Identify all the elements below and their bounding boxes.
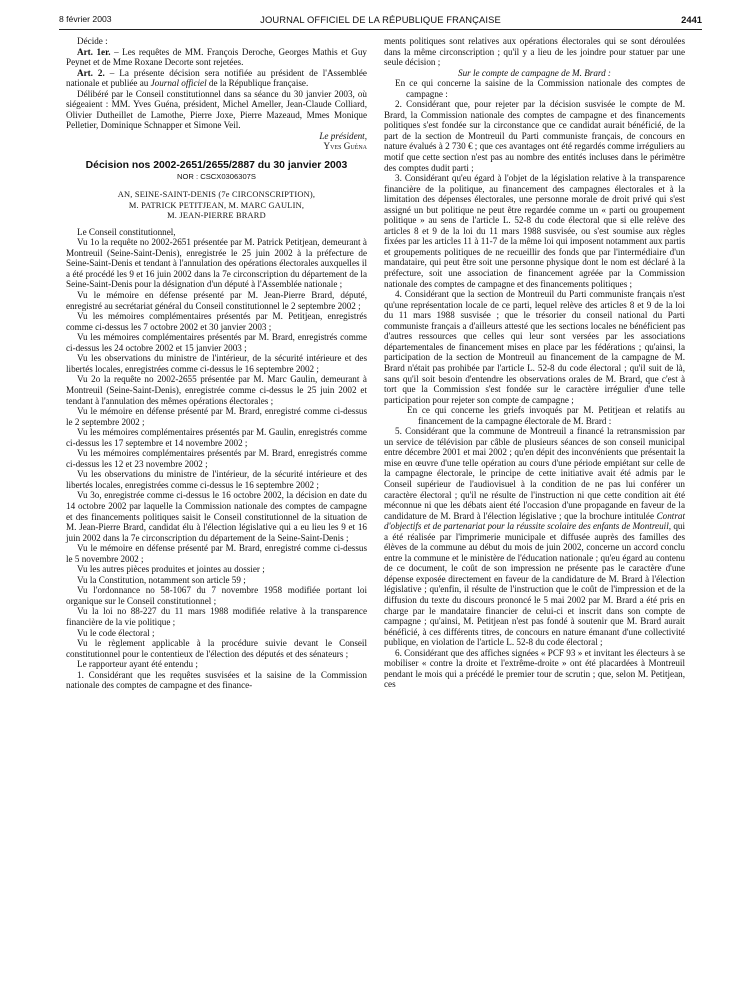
article-1-text: – Les requêtes de MM. François Deroche, Georges Mathis et Guy Peynet et de Mme Roxane Decorte sont rejetées. (66, 46, 367, 68)
paragraph: Vu les mémoires complémentaires présentés par M. Brard, enregistrés comme ci-dessus les 12 et 23 novembre 2002 ; (66, 448, 367, 469)
paragraph: Vu le code électoral ; (77, 627, 155, 638)
nor-reference: NOR : CSCX0306307S (177, 171, 256, 181)
paragraph: Vu 3o, enregistrée comme ci-dessus le 16 octobre 2002, la décision en date du 14 octobre 2002 par laquelle la Commission nationale des comptes de campagne et des financements politiques saisit le Conseil constitutionnel de la situation de M. Jean-Pierre Brard, candidat élu à l'élection législative qui a eu lieu les 9 et 16 juin 2002 dans la 7e circonscription du département de la Seine-Saint-Denis ; (66, 490, 367, 543)
paragraph: Vu le mémoire en défense présenté par M. Jean-Pierre Brard, député, enregistré au secrétariat général du Conseil constitutionnel le 2 septembre 2002 ; (66, 290, 367, 311)
paragraph-2: 2. Considérant que, pour rejeter par la décision susvisée le compte de M. Brard, la Commission nationale des comptes de campagne et des financements politiques s'est fondée sur la circonstance que ce candidat aurait bénéficié, de la part de la section de Montreuil du Parti communiste français, de concours en nature évalués à 2 730 € ; que ces avantages ont été regardés comme irréguliers au motif que cette section n'est pas au nombre des entités incluses dans le périmètre des comptes dudit parti ; (384, 99, 685, 173)
paragraph: Vu les mémoires complémentaires présentés par M. Brard, enregistrés comme ci-dessus les 24 octobre 2002 et 15 janvier 2003 ; (66, 332, 367, 353)
paragraph: Vu le mémoire en défense présenté par M. Brard, enregistré comme ci-dessus le 5 novembre 2002 ; (66, 543, 367, 564)
paragraph-5-part-b: , qui a été réalisée par l'imprimerie municipale et diffusée auprès des familles des élèves de la commune au début du mois de juin 2002, concerne un accord conclu entre la commune et le ministère de l'éducation nationale ; qu'eu égard au contenu de ce document, le coût de son impression ne présente pas le caractère d'une dépense exposée directement en faveur de la candidature de M. Brard à l'élection législative ; qu'enfin, il résulte de l'instruction que le coût de l'impression et de la diffusion du texte du discours prononcé le 5 mai 2002 par M. Brard a été pris en charge par le mandataire financier de celui-ci et inscrit dans son compte de campagne ; qu'ainsi, M. Petitjean n'est pas fondé à soutenir que M. Brard aurait bénéficié, à ces différents titres, de concours en nature émanant d'une collectivité publique, en violation de l'article L. 52-8 du code électoral ; (384, 521, 685, 648)
paragraph: Vu les mémoires complémentaires présentés par M. Petitjean, enregistrés comme ci-dessus les 7 octobre 2002 et 30 janvier 2003 ; (66, 311, 367, 332)
paragraph: Vu les observations du ministre de l'intérieur, de la sécurité intérieure et des libertés locales, enregistrées comme ci-dessus le 16 septembre 2002 ; (66, 469, 367, 490)
header-rule (59, 29, 702, 30)
article-1 (66, 47, 367, 68)
paragraph: Le rapporteur ayant été entendu ; (77, 659, 198, 670)
article-2-text-b: de la République française. (206, 78, 309, 89)
paragraph-5-part-a: 5. Considérant que la commune de Montreuil a financé la retransmission par un service de télévision par câble de plusieurs séances de son conseil municipal entre décembre 2001 et mai 2002 ; qu'en dépit des inconvénients que présentait la mise en œuvre d'une telle opération au cours d'une période empiétant sur celle de la campagne électorale, le principe de cette initiative avait été admis par le Conseil supérieur de l'audiovisuel à la condition de ne pas lui conférer un caractère électoral ; qu'il ne résulte de l'instruction ni que cette condition ait été méconnue ni que les débats aient été l'occasion d'une propagande en faveur de la candidature de M. Brard à l'élection législative ; que la brochure intitulée (384, 426, 685, 521)
paragraph: Vu 1o la requête no 2002-2651 présentée par M. Patrick Petitjean, demeurant à Montreuil (Seine-Saint-Denis), enregistrée le 25 juin 2002 à la préfecture de Seine-Saint-Denis et tendant à l'annulation des opérations électorales auxquelles il a été procédé les 9 et 16 juin 2002 dans la 7e circonscription du département de la Seine-Saint-Denis pour la désignation d'un député à l'Assemblée nationale ; (66, 237, 367, 290)
article-2-text-a: – La présente décision sera notifiée au président de l'Assemblée nationale et publiée au (66, 67, 367, 89)
paragraph: Vu les mémoires complémentaires présentés par M. Gaulin, enregistrés comme ci-dessus les 17 septembre et 14 novembre 2002 ; (66, 427, 367, 448)
paragraph: Le Conseil constitutionnel, (77, 226, 176, 237)
brochure-title: Contrat d'objectifs et de partenariat pour la réussite scolaire des enfants de Montreuil (384, 510, 685, 532)
decide-line: Décide : (77, 36, 108, 46)
article-1-label: Art. 1er. (77, 46, 111, 57)
paragraph-3: 3. Considérant qu'eu égard à l'objet de la législation relative à la transparence financière de la politique, au financement des campagnes électorales et à la limitation des dépenses électorales, une personne morale de droit privé qui s'est assigné un but politique ne peut être regardée comme un « parti ou groupement politique » au sens de l'article L. 52-8 du code électoral que si elle relève des articles 8 et 9 de la loi du 11 mars 1988 susvisée, ou s'est soumise aux règles fixées par les articles 11 à 11-7 de la même loi qui imposent notamment aux partis et groupements politiques de ne recueillir des fonds que par l'intermédiaire d'un mandataire, qui peut être soit une personne physique dont le nom est déclaré à la préfecture, soit une association de financement agréée par la Commission nationale des comptes de campagne et des financements politiques ; (384, 173, 685, 289)
paragraph: Vu le mémoire en défense présenté par M. Brard, enregistré comme ci-dessus le 2 septembre 2002 ; (66, 406, 367, 427)
caption-line-3: M. JEAN-PIERRE BRARD (167, 211, 266, 221)
article-2 (66, 68, 367, 89)
signature-name: Yves Guéna (323, 141, 367, 152)
paragraph-4: 4. Considérant que la section de Montreuil du Parti communiste français n'est qu'une représentation locale de ce parti, lequel relève des articles 8 et 9 de la loi du 11 mars 1988 susvisée ; que le trésorier du conseil national du Parti communiste français a d'ailleurs attesté que les sections locales ne bénéficient pas d'autres ressources que celles qui leur sont versées par les associations départementales de financement mises en place par les fédérations ; qu'ainsi, la participation de la section de Montreuil au financement de la campagne de M. Brard n'était pas prohibée par l'article L. 52-8 du code électoral ; qu'il suit de là, sans qu'il soit besoin d'entendre les observations orales de M. Brard, que c'est à tort que la Commission s'est fondée sur le caractère irrégulier d'une telle participation pour rejeter son compte de campagne ; (384, 289, 685, 405)
paragraph: Vu la loi no 88-227 du 11 mars 1988 modifiée relative à la transparence financière de la vie politique ; (66, 606, 367, 627)
page-number: 2441 (681, 14, 702, 25)
paragraph: Vu l'ordonnance no 58-1067 du 7 novembre 1958 modifiée portant loi organique sur le Conseil constitutionnel ; (66, 585, 367, 606)
paragraph: Vu les observations du ministre de l'intérieur, de la sécurité intérieure et des libertés locales, enregistrées comme ci-dessus le 16 septembre 2002 ; (66, 353, 367, 374)
header-date: 8 février 2003 (59, 14, 112, 24)
caption-line-1: AN, SEINE-SAINT-DENIS (7e CIRCONSCRIPTION), (117, 190, 316, 200)
page-header (59, 14, 702, 30)
subheading-commission: En ce qui concerne la saisine de la Commission nationale des comptes de campagne : (395, 78, 685, 99)
right-column (384, 36, 685, 690)
paragraph-1-continued: ments politiques sont relatives aux opérations électorales qui se sont déroulées dans la même circonscription ; qu'il y a lieu de les joindre pour statuer par une seule décision ; (384, 36, 685, 68)
caption-line-2: M. PATRICK PETITJEAN, M. MARC GAULIN, (128, 200, 305, 210)
journal-officiel-title: Journal officiel (150, 78, 207, 89)
article-2-label: Art. 2. (77, 67, 105, 78)
decision-title: Décision nos 2002-2651/2655/2887 du 30 janvier 2003 (85, 160, 348, 172)
header-title: JOURNAL OFFICIEL DE LA RÉPUBLIQUE FRANÇAISE (260, 14, 501, 25)
signature-role: Le président, (319, 130, 367, 141)
paragraph: Vu les autres pièces produites et jointes au dossier ; (77, 564, 265, 575)
subheading-petitjean-griefs: En ce qui concerne les griefs invoqués par M. Petitjean et relatifs au financement de la campagne électorale de M. Brard : (407, 405, 685, 426)
paragraph: 1. Considérant que les requêtes susvisées et la saisine de la Commission nationale des comptes de campagne et des finance- (66, 669, 367, 691)
deliberation: Délibéré par le Conseil constitutionnel dans sa séance du 30 janvier 2003, où siégeaient : MM. Yves Guéna, président, Michel Ameller, Jean-Claude Colliard, Olivier Dutheillet de Lamothe, Pierre Joxe, Pierre Mazeaud, Mmes Monique Pelletier, Dominique Schnapper et Simone Veil. (66, 88, 367, 131)
left-column (66, 36, 367, 691)
paragraph: Vu la Constitution, notamment son article 59 ; (77, 574, 246, 585)
paragraph: Vu le règlement applicable à la procédure suivie devant le Conseil constitutionnel pour le contentieux de l'élection des députés et des sénateurs ; (66, 638, 367, 659)
paragraph: Vu 2o la requête no 2002-2655 présentée par M. Marc Gaulin, demeurant à Montreuil (Seine-Saint-Denis), enregistrée comme ci-dessus le 25 juin 2002 et tendant à l'annulation des mêmes opérations électorales ; (66, 374, 367, 406)
section-heading-campaign-account: Sur le compte de campagne de M. Brard : (458, 67, 611, 78)
paragraph-6: 6. Considérant que des affiches signées « PCF 93 » et invitant les électeurs à se mobiliser « contre la droite et l'extrême-droite » ont été placardées à Montreuil pendant le mois qui a précédé le premier tour de scrutin ; que, selon M. Petitjean, ces (384, 647, 685, 690)
paragraph-5 (384, 426, 685, 647)
